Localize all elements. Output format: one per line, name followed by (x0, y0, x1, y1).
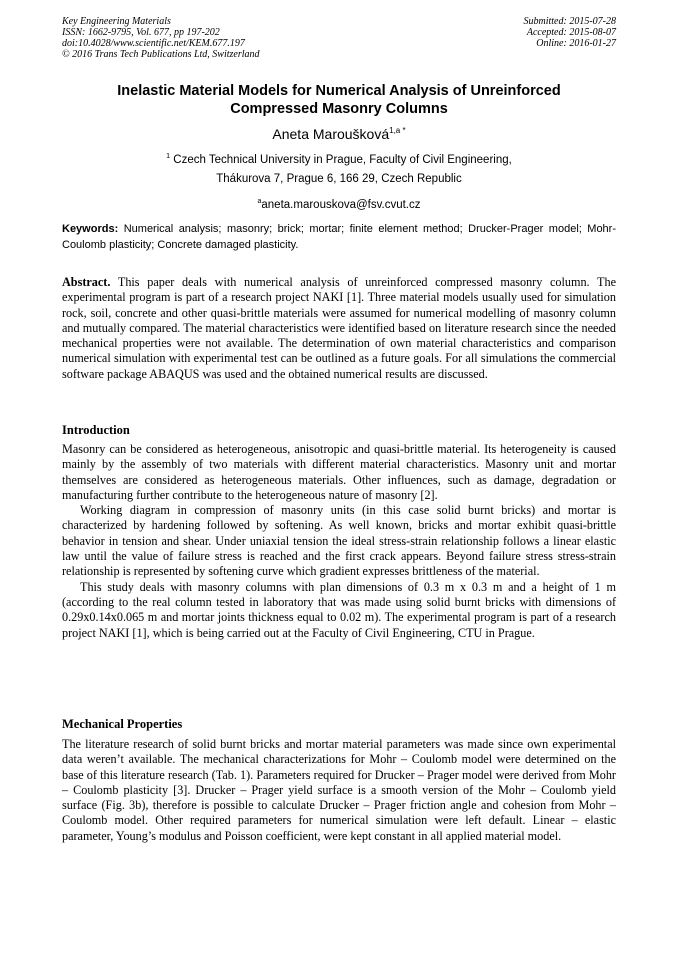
doi-line: doi:10.4028/www.scientific.net/KEM.677.197 (62, 38, 245, 49)
introduction-heading: Introduction (62, 423, 130, 437)
journal-header-right (524, 16, 617, 49)
abstract (62, 275, 616, 382)
introduction-body (62, 442, 616, 641)
mechanical-properties-heading: Mechanical Properties (62, 717, 183, 731)
abstract-text: This paper deals with numerical analysis of unreinforced compressed masonry column. The experimental program is part of a research project NAKI [1]. Three material models usually used for simulation rock, soil, concrete and other quasi-brittle materials were assumed for numerical modelling of masonry column and mutually compared. The material characteristics were identified based on literature research since the needed mechanical properties were not available. The determination of own material characteristics and comparison numerical simulation with experimental test can be outlined as a future goals. For all simulations the commercial software package ABAQUS was used and the obtained numerical results are discussed. (62, 275, 617, 381)
mechanical-properties-body (62, 737, 616, 844)
keywords-text: Numerical analysis; masonry; brick; mortar; finite element method; Drucker-Prager model; Mohr-Coulomb plasticity; Concrete damaged plasticity. (62, 223, 617, 251)
author-name: Aneta Maroušková (272, 126, 390, 142)
affiliation-superscript: 1 (166, 153, 171, 160)
paper-title (62, 82, 616, 118)
affiliation-text-1: Czech Technical University in Prague, Faculty of Civil Engineering, (173, 154, 512, 166)
author (62, 122, 616, 143)
title-line-2: Compressed Masonry Columns (230, 101, 448, 117)
email-line (62, 195, 616, 212)
submitted-date: Submitted: 2015-07-28 (523, 16, 616, 27)
journal-header-left (62, 16, 260, 60)
affiliation-line-2: Thákurova 7, Prague 6, 166 29, Czech Republic (216, 173, 462, 185)
intro-paragraph-3: This study deals with masonry columns with plan dimensions of 0.3 m x 0.3 m and a height of 1 m (according to the real column tested in laboratory that was made using solid burnt bricks with dimensions of 0.29x0.14x0.065 m and mortar joints thickness equal to 0.02 m). The experimental program is part of a research project NAKI [1], which is being carried out at the Faculty of Civil Engineering, CTU in Prague. (62, 579, 616, 640)
author-email: aneta.marouskova@fsv.cvut.cz (261, 199, 421, 211)
accepted-date: Accepted: 2015-08-07 (526, 27, 616, 38)
author-superscript: 1,a * (389, 126, 406, 135)
abstract-label: Abstract. (62, 275, 111, 289)
issn-line: ISSN: 1662-9795, Vol. 677, pp 197-202 (62, 27, 220, 38)
copyright-line: © 2016 Trans Tech Publications Ltd, Switzerland (62, 49, 260, 60)
keywords (62, 221, 616, 253)
mech-paragraph-1: The literature research of solid burnt bricks and mortar material parameters was made since own experimental data weren’t available. The mechanical characterizations for Mohr – Coulomb model were determined on the base of this literature research (Tab. 1). Parameters required for Drucker – Prager model were derived from Mohr – Coulomb plasticity [3]. Drucker – Prager yield surface is a smooth version of the Mohr – Coulomb yield surface (Fig. 3b), therefore is possible to calculate Drucker – Prager friction angle and cohesion from Mohr – Coulomb model. Other required parameters for numerical simulation were left default. Linear – elastic parameter, Young’s modulus and Poisson coefficient, were kept constant in all applied material model. (62, 737, 616, 843)
keywords-label: Keywords: (62, 223, 119, 235)
affiliation-line-1 (62, 150, 616, 167)
journal-name: Key Engineering Materials (62, 16, 171, 27)
title-line-1: Inelastic Material Models for Numerical Analysis of Unreinforced (117, 83, 561, 99)
online-date: Online: 2016-01-27 (536, 38, 616, 49)
intro-paragraph-2: Working diagram in compression of masonry units (in this case solid burnt bricks) and mortar is characterized by hardening followed by softening. As well known, bricks and mortar exhibit quasi-brittle behavior in tension and shear. Under uniaxial tension the ideal stress-strain relationship follows a linear elastic law until the value of failure stress is reached and the first crack appears. Beyond failure stress stress-strain relationship is represented by softening curve which gradient expresses brittleness of the material. (62, 503, 616, 579)
intro-paragraph-1: Masonry can be considered as heterogeneous, anisotropic and quasi-brittle material. Its heterogeneity is caused mainly by the assembly of two materials with different material characteristics. Masonry unit and mortar themselves are considered as heterogeneous materials. Other influences, such as damage, degradation or manufacturing further contribute to the heterogeneous nature of masonry [2]. (62, 442, 616, 502)
email-superscript: a (257, 198, 262, 205)
